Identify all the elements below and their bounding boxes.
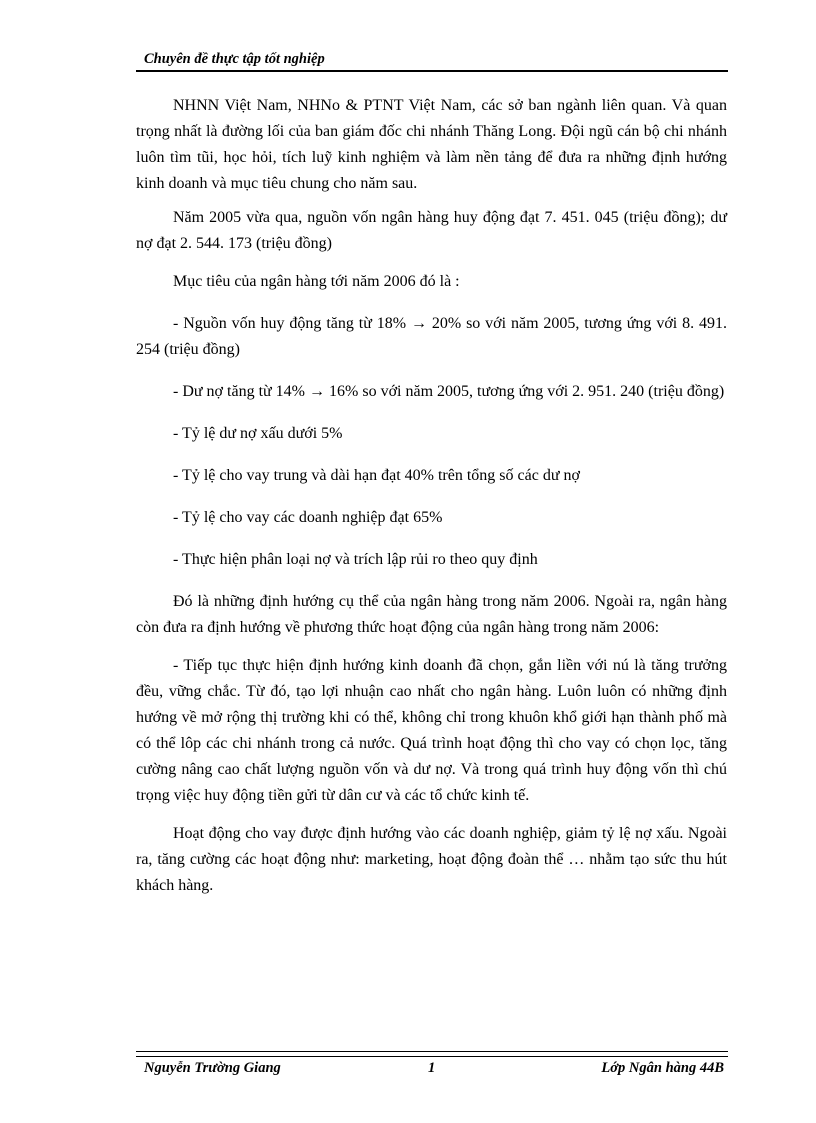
paragraph-business-strategy: - Tiếp tục thực hiện định hướng kinh doanh đã chọn, gắn liền với nú là tăng trưởng đều, vững chắc. Từ đó, tạo lợi nhuận cao nhất cho ngân hàng. Luôn luôn có những định hướng về mở rộng thị trường khi có thể, không chỉ trong khuôn khổ giới hạn thành phố mà có thể lôp các chi nhánh trong cả nước. Quá trình hoạt động thì cho vay có chọn lọc, tăng cường nâng cao chất lượng nguồn vốn và dư nợ. Và trong quá trình huy động vốn thì chú trọng việc huy động tiền gửi từ dân cư và các tổ chức kinh tế. xyxy=(136,657,727,804)
footer-class-name: Lớp Ngân hàng 44B xyxy=(601,1060,724,1076)
goal-item-enterprise-loans: - Tỷ lệ cho vay các doanh nghiệp đạt 65% xyxy=(173,509,443,526)
paragraph-intro-continuation: NHNN Việt Nam, NHNo & PTNT Việt Nam, các sở ban ngành liên quan. Và quan trọng nhất là đường lối của ban giám đốc chi nhánh Thăng Long. Đội ngũ cán bộ chi nhánh luôn tìm tũi, học hỏi, tích luỹ kinh nghiệm và làm nền tảng để đưa ra những định hướng kinh doanh và mục tiêu chung cho năm sau. xyxy=(136,97,727,192)
footer-page-number: 1 xyxy=(428,1060,436,1076)
goal-item-capital: - Nguồn vốn huy động tăng từ 18% → 20% so với năm 2005, tương ứng với 8. 491. 254 (triệu đồng) xyxy=(136,315,727,358)
goal-item-long-term-loans: - Tỷ lệ cho vay trung và dài hạn đạt 40% trên tổng số các dư nợ xyxy=(173,467,580,484)
goal-item-debt-classification: - Thực hiện phân loại nợ và trích lập rủi ro theo quy định xyxy=(173,551,538,568)
footer-author: Nguyễn Trường Giang xyxy=(144,1060,281,1076)
paragraph-operational-orientation: Đó là những định hướng cụ thể của ngân hàng trong năm 2006. Ngoài ra, ngân hàng còn đưa ra định hướng về phương thức hoạt động của ngân hàng trong năm 2006: xyxy=(136,593,727,636)
page-footer xyxy=(136,1060,728,1080)
footer-divider xyxy=(136,1051,728,1057)
goal-item-bad-debt: - Tỷ lệ dư nợ xấu dưới 5% xyxy=(173,425,343,442)
paragraph-2006-goals-heading: Mục tiêu của ngân hàng tới năm 2006 đó là : xyxy=(173,273,460,290)
document-body xyxy=(136,93,727,899)
paragraph-lending-orientation: Hoạt động cho vay được định hướng vào các doanh nghiệp, giảm tỷ lệ nợ xấu. Ngoài ra, tăng cường các hoạt động như: marketing, hoạt động đoàn thể … nhằm tạo sức thu hút khách hàng. xyxy=(136,825,727,894)
header-title: Chuyên đề thực tập tốt nghiệp xyxy=(144,51,325,67)
page-header xyxy=(136,50,728,72)
goal-item-outstanding-loans: - Dư nợ tăng từ 14% → 16% so với năm 2005, tương ứng với 2. 951. 240 (triệu đồng) xyxy=(173,383,725,400)
paragraph-2005-results: Năm 2005 vừa qua, nguồn vốn ngân hàng huy động đạt 7. 451. 045 (triệu đồng); dư nợ đạt 2. 544. 173 (triệu đồng) xyxy=(136,209,727,252)
